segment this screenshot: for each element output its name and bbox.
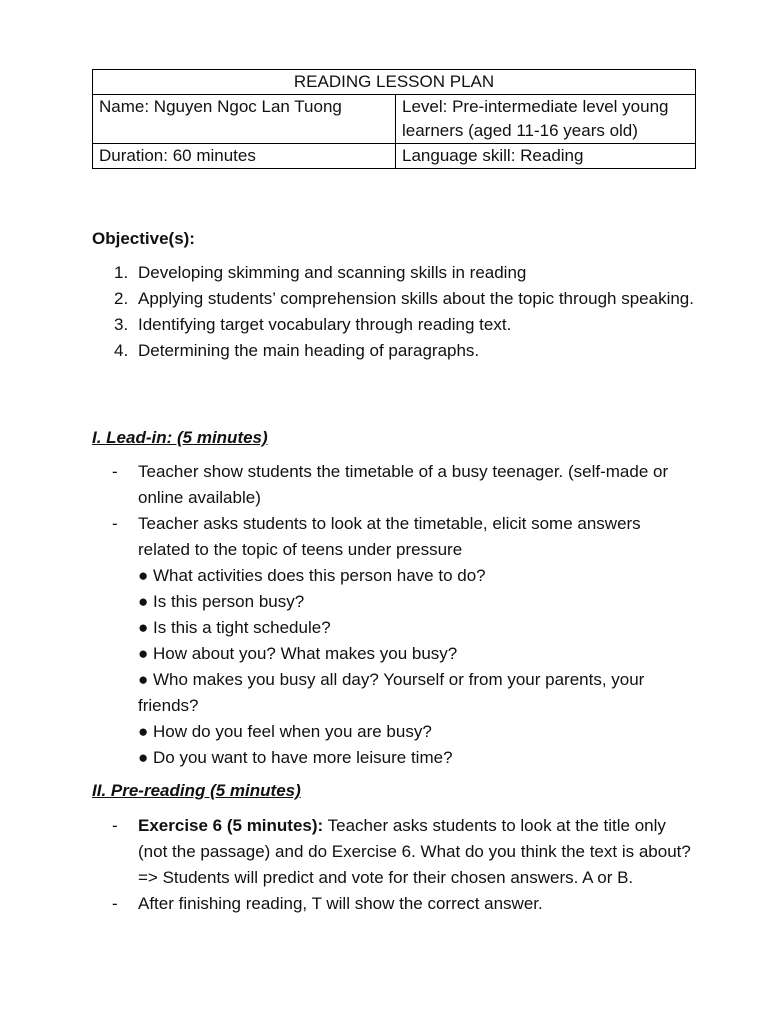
objectives-list — [114, 260, 704, 364]
list-item: ● What activities does this person have to do? — [138, 566, 486, 585]
list-item: 1. Developing skimming and scanning skills in reading — [114, 263, 527, 282]
table-title: READING LESSON PLAN — [93, 70, 696, 95]
list-item: ● How do you feel when you are busy? — [138, 722, 432, 741]
exercise-label: Exercise 6 (5 minutes): — [138, 816, 324, 835]
list-item: - After finishing reading, T will show the correct answer. — [112, 894, 543, 913]
list-item: - Teacher show students the timetable of a busy teenager. (self-made or online available) — [112, 462, 669, 507]
list-item: - Teacher asks students to look at the timetable, elicit some answers related to the topic of teens under pressure — [112, 514, 641, 559]
lead-in-heading: I. Lead-in: (5 minutes) — [92, 428, 268, 447]
skill-cell: Language skill: Reading — [396, 144, 696, 169]
list-item: ● Is this person busy? — [138, 592, 305, 611]
question-list — [138, 563, 698, 771]
list-item: - Exercise 6 (5 minutes): Teacher asks students to look at the title only (not the passage) and do Exercise 6. What do you think the text is about? => Students will predict and vote for their chosen answers. A or B. — [112, 816, 691, 887]
list-item: 3. Identifying target vocabulary through reading text. — [114, 315, 512, 334]
list-item: ● Is this a tight schedule? — [138, 618, 331, 637]
list-item: ● How about you? What makes you busy? — [138, 644, 458, 663]
lesson-info-table — [92, 69, 696, 169]
duration-cell: Duration: 60 minutes — [93, 144, 396, 169]
list-item: ● Do you want to have more leisure time? — [138, 748, 453, 767]
list-item: 2. Applying students’ comprehension skills about the topic through speaking. — [114, 289, 694, 308]
list-item: 4. Determining the main heading of paragraphs. — [114, 341, 480, 360]
teacher-name-cell: Name: Nguyen Ngoc Lan Tuong — [93, 95, 396, 144]
list-item: ● Who makes you busy all day? Yourself or from your parents, your friends? — [138, 670, 645, 715]
pre-reading-heading: II. Pre-reading (5 minutes) — [92, 781, 301, 800]
pre-reading-list — [112, 813, 692, 917]
objectives-heading: Objective(s): — [92, 229, 195, 248]
lead-in-list — [112, 459, 692, 563]
level-cell: Level: Pre-intermediate level young learners (aged 11-16 years old) — [396, 95, 696, 144]
